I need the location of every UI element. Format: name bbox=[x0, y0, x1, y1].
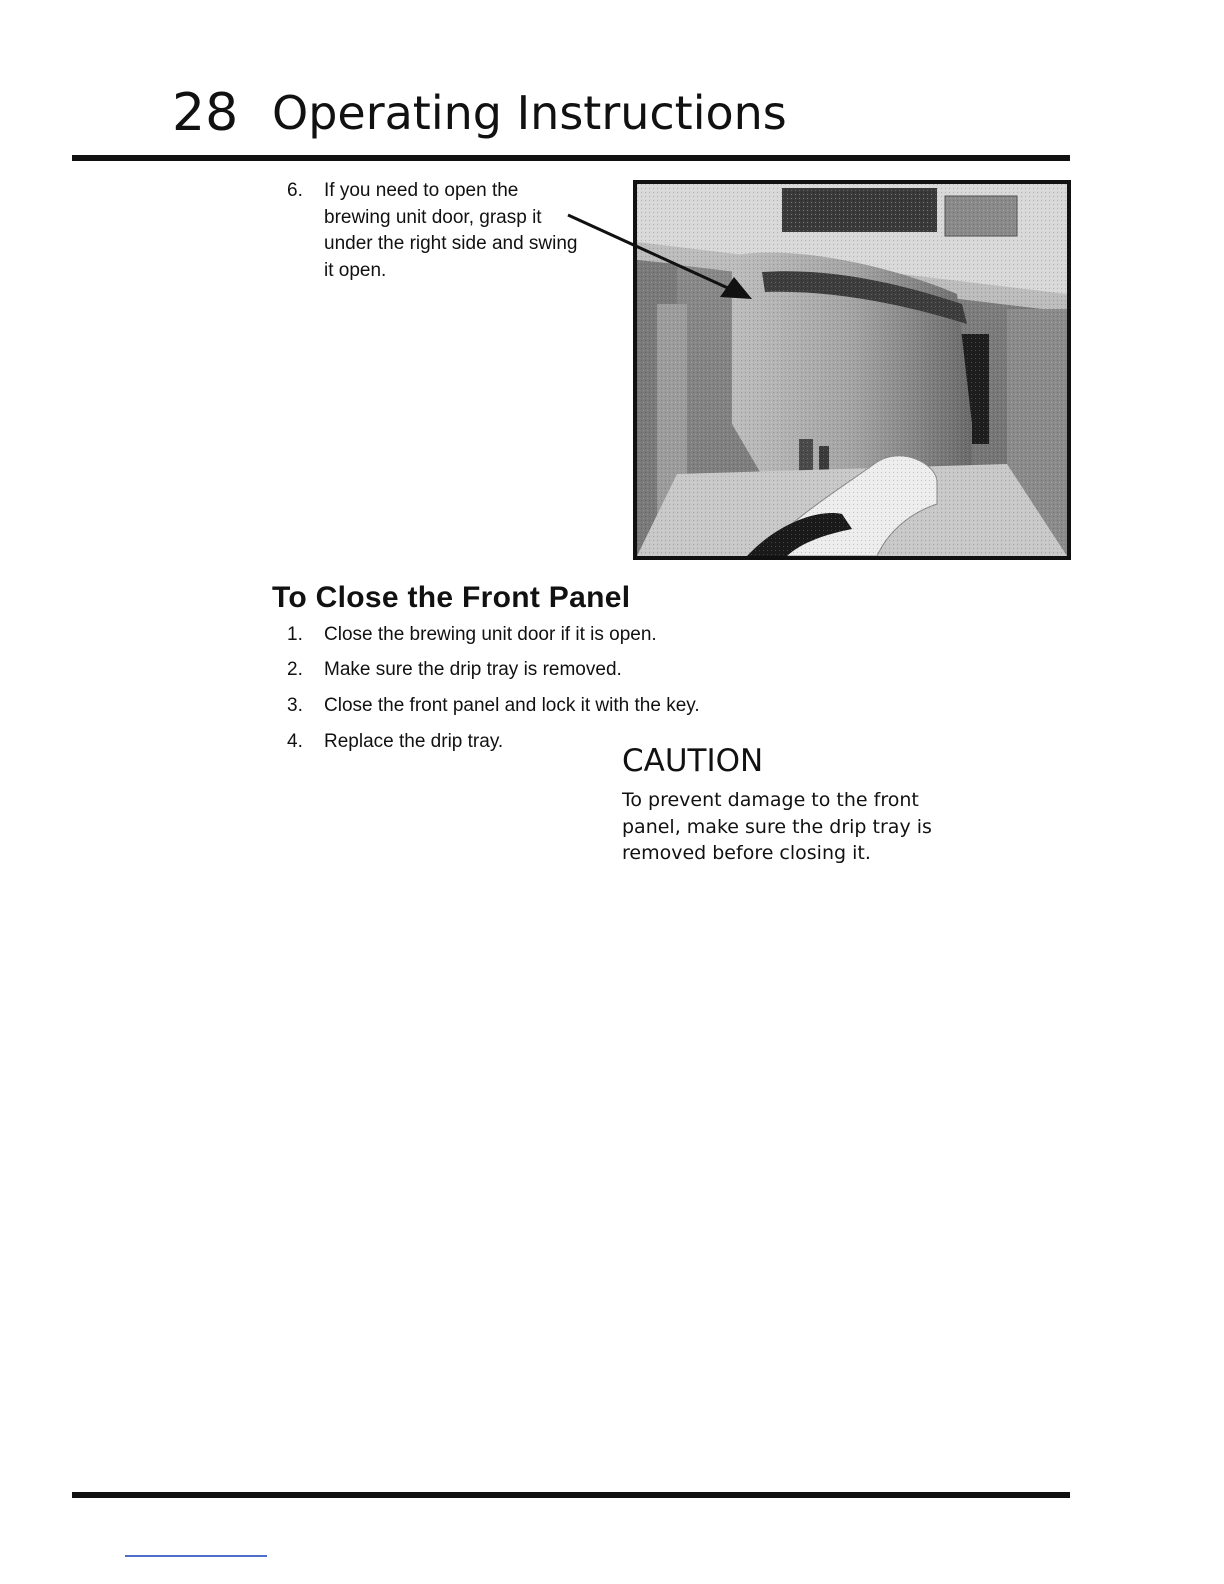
step-text: Close the brewing unit door if it is open. bbox=[324, 624, 657, 645]
step-text: Make sure the drip tray is removed. bbox=[324, 659, 622, 680]
footer-link-underline[interactable] bbox=[125, 1555, 267, 1557]
header-rule bbox=[72, 155, 1070, 161]
step-text: Close the front panel and lock it with the key. bbox=[324, 695, 700, 716]
step-number: 2. bbox=[287, 659, 303, 680]
step-number: 3. bbox=[287, 695, 303, 716]
caution-text: To prevent damage to the front panel, make sure the drip tray is removed before closing it. bbox=[622, 789, 932, 864]
pointer-arrow-icon bbox=[560, 205, 770, 315]
caution-title: CAUTION bbox=[622, 743, 764, 779]
step-6-text: If you need to open the brewing unit door, grasp it under the right side and swing it open. bbox=[324, 180, 578, 281]
step-number: 4. bbox=[287, 731, 303, 752]
step-6-number: 6. bbox=[287, 180, 303, 201]
page-number: 28 bbox=[172, 83, 239, 143]
page-title: Operating Instructions bbox=[272, 86, 787, 140]
step-text: Replace the drip tray. bbox=[324, 731, 504, 752]
step-number: 1. bbox=[287, 624, 303, 645]
footer-rule bbox=[72, 1492, 1070, 1498]
section-title: To Close the Front Panel bbox=[272, 581, 631, 614]
